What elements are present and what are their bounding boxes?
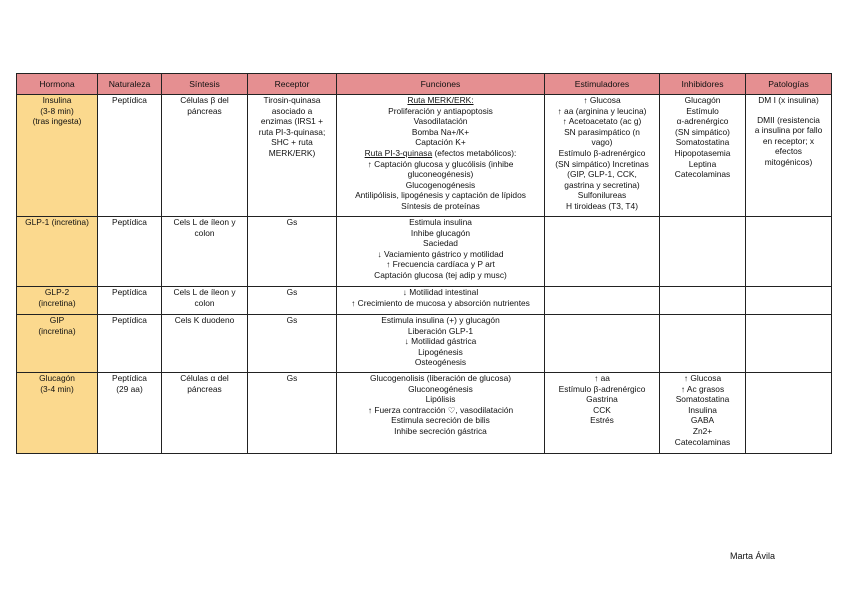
cell-inhibidores <box>660 95 746 217</box>
cell-line: Gs <box>286 217 298 227</box>
cell-sintesis <box>162 217 248 287</box>
cell-line: α-adrenérgico <box>676 116 729 127</box>
cell-line: Leptina <box>688 158 717 169</box>
cell-patologias <box>746 95 832 217</box>
cell-hormona <box>17 217 98 287</box>
cell-naturaleza <box>98 315 162 373</box>
cell-line: Bomba Na+/K+ <box>411 126 470 137</box>
header-row <box>17 74 832 95</box>
cell-line: Células α del <box>180 373 229 383</box>
cell-naturaleza <box>98 95 162 217</box>
cell-line: GABA <box>690 415 715 426</box>
cell-line: Gastrina <box>586 394 618 405</box>
cell-line: Gluconeogénesis <box>408 383 473 394</box>
table-row-insulina <box>17 95 832 217</box>
cell-line: ↑ Glucosa <box>583 95 621 105</box>
header-inhibidores: Inhibidores <box>660 74 746 95</box>
cell-patologias <box>746 217 832 287</box>
header-funciones: Funciones <box>337 74 545 95</box>
cell-line: ↑ Fuerza contracción ♡, vasodilatación <box>367 404 514 415</box>
cell-inhibidores <box>660 287 746 315</box>
cell-line: Vasodilatación <box>413 116 468 127</box>
cell-line: (incretina) <box>38 297 76 308</box>
cell-estimuladores <box>545 315 660 373</box>
table-row-glucagon <box>17 373 832 454</box>
cell-line: ↑ Glucosa <box>683 373 722 383</box>
cell-line: colon <box>194 297 215 308</box>
cell-line: Glucagón <box>684 95 721 105</box>
cell-patologias <box>746 315 832 373</box>
cell-line: Estimula insulina <box>409 217 472 227</box>
cell-line: Lipólisis <box>425 394 456 405</box>
cell-funciones <box>337 95 545 217</box>
cell-estimuladores <box>545 95 660 217</box>
cell-sintesis <box>162 287 248 315</box>
cell-line: Cels L de íleon y <box>173 217 236 227</box>
cell-patologias <box>746 373 832 454</box>
cell-line: ↑ Acetoacetato (ac g) <box>562 116 642 127</box>
cell-line: SHC + ruta <box>271 137 313 148</box>
cell-line: (SN simpático) <box>675 126 730 137</box>
cell-line: Gs <box>286 315 298 325</box>
cell-line: Somatostatina <box>675 137 730 148</box>
cell-line: en receptor; x <box>762 135 815 146</box>
cell-line: Captación K+ <box>415 137 466 148</box>
hormone-table <box>16 73 832 454</box>
cell-naturaleza <box>98 373 162 454</box>
cell-line: Proliferación y antiapoptosis <box>388 105 493 116</box>
cell-line: ↓ Motilidad gástrica <box>404 336 477 347</box>
cell-line: H tiroideas (T3, T4) <box>566 200 638 211</box>
cell-line: CCK <box>593 404 611 415</box>
cell-line: ↓ Vaciamiento gástrico y motilidad <box>377 248 504 259</box>
cell-funciones <box>337 373 545 454</box>
table-body <box>17 95 832 454</box>
cell-line: GLP-1 (incretina) <box>25 217 89 227</box>
cell-receptor <box>248 373 337 454</box>
cell-line: Insulina <box>42 95 72 105</box>
cell-receptor <box>248 287 337 315</box>
cell-naturaleza <box>98 217 162 287</box>
cell-line: Inhibe secreción gástrica <box>394 425 487 436</box>
cell-line: Ruta MERK/ERK: <box>407 95 474 105</box>
cell-line: efectos <box>774 146 802 157</box>
cell-line: Peptídica <box>112 373 147 383</box>
cell-line: Liberación GLP-1 <box>407 325 474 336</box>
cell-line: ↑ aa <box>594 373 610 383</box>
cell-line: Estimula secreción de bilis <box>391 415 490 426</box>
cell-receptor <box>248 315 337 373</box>
header-patologias: Patologías <box>746 74 832 95</box>
cell-line: ↑ Captación glucosa y glucólisis (inhibe <box>367 158 514 169</box>
cell-line: Estímulo β-adrenérgico <box>558 147 646 158</box>
cell-inhibidores <box>660 315 746 373</box>
cell-line: ↑ Frecuencia cardíaca y P art <box>386 259 495 270</box>
cell-line: Saciedad <box>423 238 458 249</box>
cell-hormona <box>17 315 98 373</box>
cell-inhibidores <box>660 217 746 287</box>
table-row-gip <box>17 315 832 373</box>
cell-line: colon <box>194 227 215 238</box>
cell-line: Antilipólisis, lipogénesis y captación de lípidos <box>355 190 526 201</box>
cell-line: Ruta PI-3-quinasa (efectos metabólicos): <box>364 147 517 158</box>
cell-line: GLP-2 <box>44 287 70 297</box>
cell-patologias <box>746 287 832 315</box>
cell-line: MERK/ERK) <box>268 147 316 158</box>
cell-line: Glucagón <box>39 373 75 383</box>
cell-line: Cels K duodeno <box>174 315 235 325</box>
cell-line: GIP <box>49 315 65 325</box>
cell-sintesis <box>162 315 248 373</box>
cell-line: páncreas <box>187 105 222 116</box>
cell-line: Estímulo <box>686 105 719 116</box>
cell-line: Síntesis de proteínas <box>401 200 480 211</box>
cell-line: a insulina por fallo <box>754 125 823 136</box>
cell-line: vago) <box>591 137 613 148</box>
cell-line: Peptídica <box>112 287 147 297</box>
cell-line: DMII (resistencia <box>757 114 820 125</box>
table-row-glp1 <box>17 217 832 287</box>
cell-line: Gs <box>286 373 298 383</box>
cell-hormona <box>17 373 98 454</box>
cell-line: (3-8 min) <box>40 105 74 116</box>
cell-line: Células β del <box>180 95 229 105</box>
cell-estimuladores <box>545 287 660 315</box>
cell-line: (3-4 min) <box>40 383 74 394</box>
cell-naturaleza <box>98 287 162 315</box>
cell-line: (incretina) <box>38 325 76 336</box>
table-row-glp2 <box>17 287 832 315</box>
cell-line: Peptídica <box>112 217 147 227</box>
cell-sintesis <box>162 95 248 217</box>
cell-line <box>749 106 828 115</box>
cell-line: Insulina <box>688 404 717 415</box>
cell-line: ↓ Motilidad intestinal <box>402 287 479 297</box>
cell-line: Glucogenolisis (liberación de glucosa) <box>369 373 512 383</box>
cell-line: Estímulo β-adrenérgico <box>558 383 646 394</box>
cell-line: páncreas <box>187 383 222 394</box>
cell-line: Glucogenogénesis <box>405 179 476 190</box>
cell-line: Peptídica <box>112 95 147 105</box>
cell-line: ↑ Crecimiento de mucosa y absorción nutrientes <box>351 297 530 308</box>
cell-inhibidores <box>660 373 746 454</box>
cell-line: Gs <box>286 287 298 297</box>
cell-line: gluconeogénesis) <box>407 169 474 180</box>
cell-line: ↑ aa (arginina y leucina) <box>557 105 647 116</box>
cell-line: Catecolaminas <box>674 436 731 447</box>
cell-line: asociado a <box>271 105 313 116</box>
header-receptor: Receptor <box>248 74 337 95</box>
cell-line: ruta PI-3-quinasa; <box>258 126 326 137</box>
cell-line: (SN simpático) Incretinas <box>555 158 649 169</box>
cell-line: DM I (x insulina) <box>758 95 819 105</box>
cell-line: Lipogénesis <box>418 346 463 357</box>
cell-funciones <box>337 217 545 287</box>
cell-line: Cels L de íleon y <box>173 287 236 297</box>
cell-hormona <box>17 95 98 217</box>
cell-estimuladores <box>545 373 660 454</box>
cell-line: Captación glucosa (tej adip y musc) <box>374 269 507 280</box>
author-signature: Marta Ávila <box>730 551 776 561</box>
cell-line: gastrina y secretina) <box>564 179 640 190</box>
cell-line: mitogénicos) <box>764 156 813 167</box>
header-estimuladores: Estimuladores <box>545 74 660 95</box>
cell-receptor <box>248 217 337 287</box>
cell-line: enzimas (IRS1 + <box>260 116 324 127</box>
cell-line: (tras ingesta) <box>32 116 82 127</box>
cell-sintesis <box>162 373 248 454</box>
cell-funciones <box>337 315 545 373</box>
header-sintesis: Síntesis <box>162 74 248 95</box>
header-naturaleza: Naturaleza <box>98 74 162 95</box>
cell-line: Osteogénesis <box>414 357 467 368</box>
cell-line: Hipopotasemia <box>674 147 731 158</box>
cell-line: Tirosin-quinasa <box>263 95 321 105</box>
cell-line: Sulfonilureas <box>577 190 627 201</box>
cell-line: Inhibe glucagón <box>410 227 471 238</box>
cell-line: Peptídica <box>112 315 147 325</box>
cell-line: Zn2+ <box>692 425 713 436</box>
cell-line: (29 aa) <box>116 383 143 394</box>
cell-funciones <box>337 287 545 315</box>
cell-line: (GIP, GLP-1, CCK, <box>567 169 637 180</box>
cell-estimuladores <box>545 217 660 287</box>
cell-receptor <box>248 95 337 217</box>
cell-line: Estimula insulina (+) y glucagón <box>381 315 500 325</box>
cell-line: Somatostatina <box>675 394 730 405</box>
cell-line: Catecolaminas <box>674 169 731 180</box>
header-hormona: Hormona <box>17 74 98 95</box>
cell-line: SN parasimpático (n <box>564 126 640 137</box>
cell-line: Estrés <box>590 415 614 426</box>
cell-hormona <box>17 287 98 315</box>
cell-line: ↑ Ac grasos <box>680 383 725 394</box>
